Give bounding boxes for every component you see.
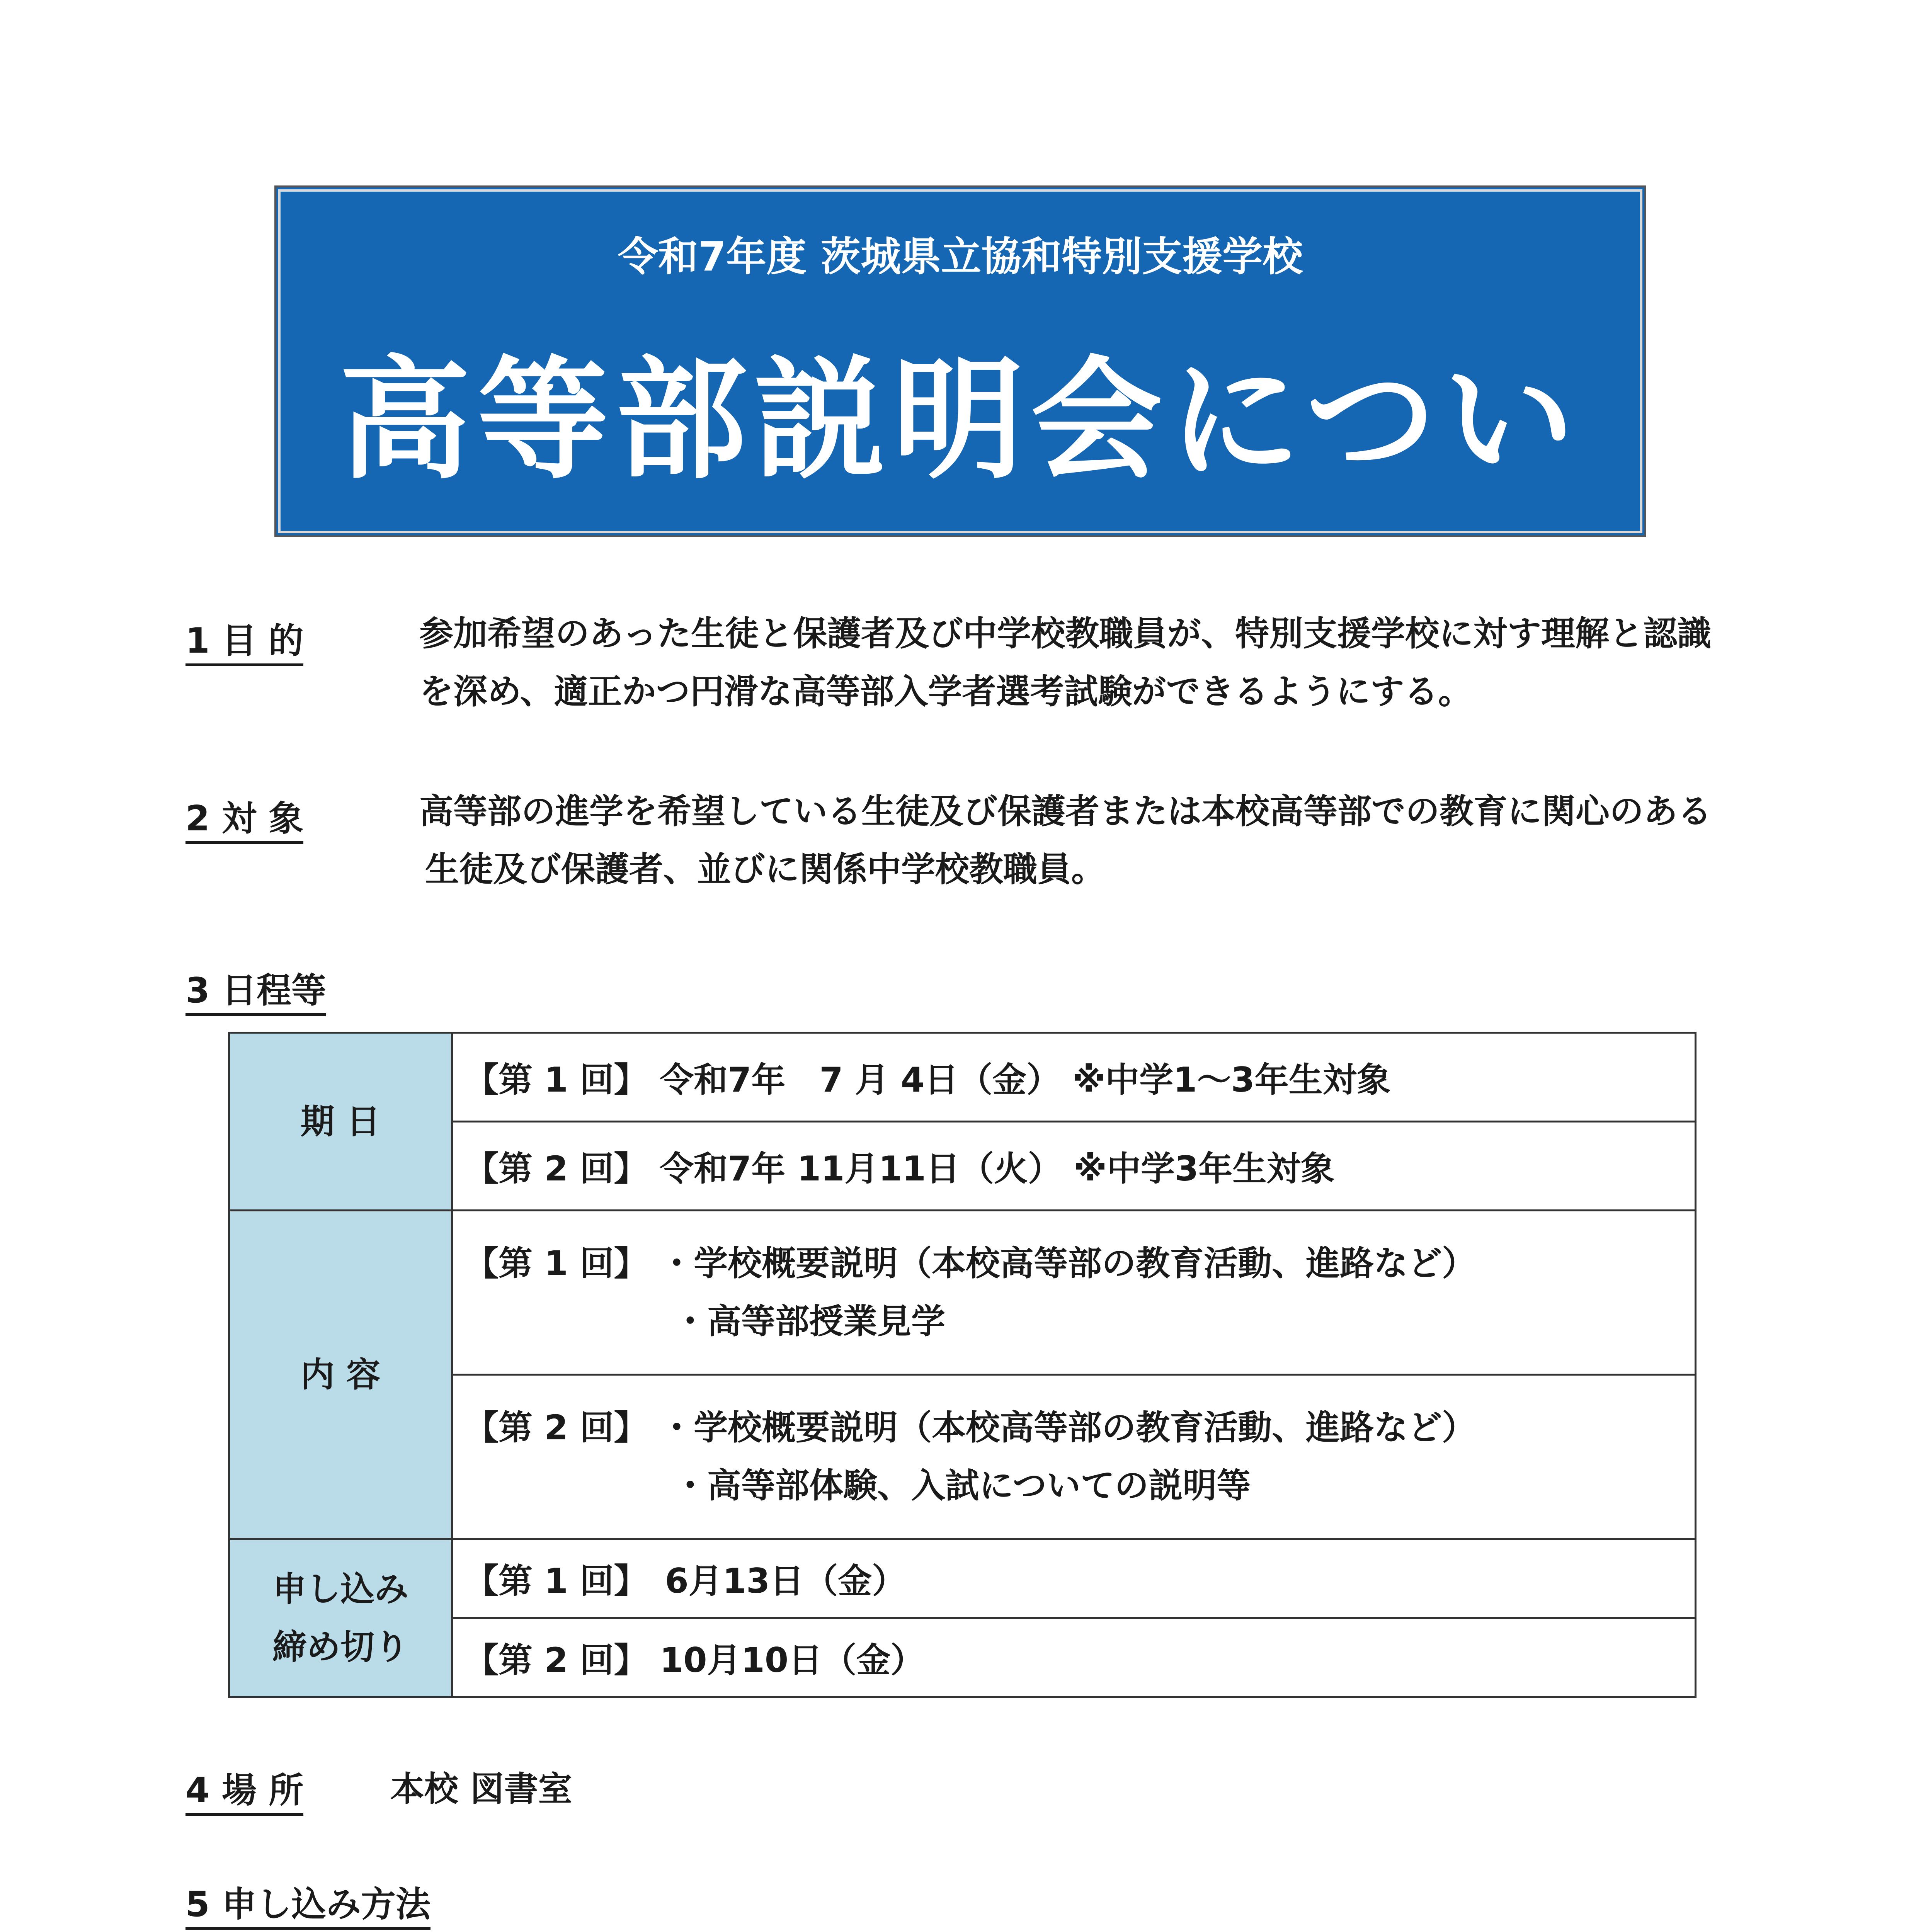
section-place — [185, 1762, 303, 1812]
section-heading-place: 4 場 所 — [185, 1770, 303, 1816]
place-value: 本校 図書室 — [390, 1769, 572, 1809]
section-purpose — [185, 612, 303, 663]
deadline-label-line-1: 申し込み — [272, 1569, 408, 1609]
content-row-2-line-2: ・高等部体験、入試についての説明等 — [673, 1466, 1251, 1505]
deadline-row-1: 【第 1 回】 6月13日（金） — [452, 1539, 1696, 1618]
content-row-1 — [452, 1211, 1696, 1375]
deadline-row-2: 【第 2 回】 10月10日（金） — [452, 1618, 1696, 1697]
table-row — [229, 1539, 1696, 1618]
section-heading-apply: 5 申し込み方法 — [185, 1884, 431, 1930]
section-schedule — [185, 962, 326, 1012]
target-line-1: 高等部の進学を希望している生徒及び保護者または本校高等部での教育に関心のある — [419, 791, 1712, 831]
section-heading-schedule: 3 日程等 — [185, 970, 326, 1016]
date-label: 期 日 — [229, 1033, 452, 1211]
target-text — [419, 782, 1712, 898]
content-row-2 — [452, 1375, 1696, 1539]
section-heading-purpose: 1 目 的 — [185, 621, 303, 666]
section-heading-target: 2 対 象 — [185, 798, 303, 844]
purpose-line-2: を深め、適正かつ円滑な高等部入学者選考試験ができるようにする。 — [419, 672, 1472, 711]
table-row — [229, 1033, 1696, 1122]
content-row-2-line-1: 【第 2 回】 ・学校概要説明（本校高等部の教育活動、進路など） — [465, 1408, 1476, 1447]
table-row — [229, 1211, 1696, 1375]
date-row-2: 【第 2 回】 令和7年 11月11日（火） ※中学3年生対象 — [452, 1122, 1696, 1211]
deadline-label-line-2: 締め切り — [272, 1627, 408, 1667]
section-target — [185, 790, 303, 840]
schedule-table — [228, 1032, 1696, 1698]
header-subtitle: 令和7年度 茨城県立協和特別支援学校 — [618, 233, 1303, 280]
target-line-2: 生徒及び保護者、並びに関係中学校教職員。 — [425, 849, 1106, 889]
purpose-line-1: 参加希望のあった生徒と保護者及び中学校教職員が、特別支援学校に対す理解と認識 — [419, 614, 1712, 653]
content-row-1-line-1: 【第 1 回】 ・学校概要説明（本校高等部の教育活動、進路など） — [465, 1243, 1476, 1283]
date-row-1: 【第 1 回】 令和7年 7 月 4日（金） ※中学1～3年生対象 — [452, 1033, 1696, 1122]
purpose-text — [419, 605, 1711, 721]
content-label: 内 容 — [229, 1211, 452, 1539]
deadline-label — [229, 1539, 452, 1697]
page-title: 高等部説明会について — [339, 344, 1582, 685]
content-row-1-line-2: ・高等部授業見学 — [673, 1301, 946, 1341]
section-apply — [185, 1876, 431, 1926]
